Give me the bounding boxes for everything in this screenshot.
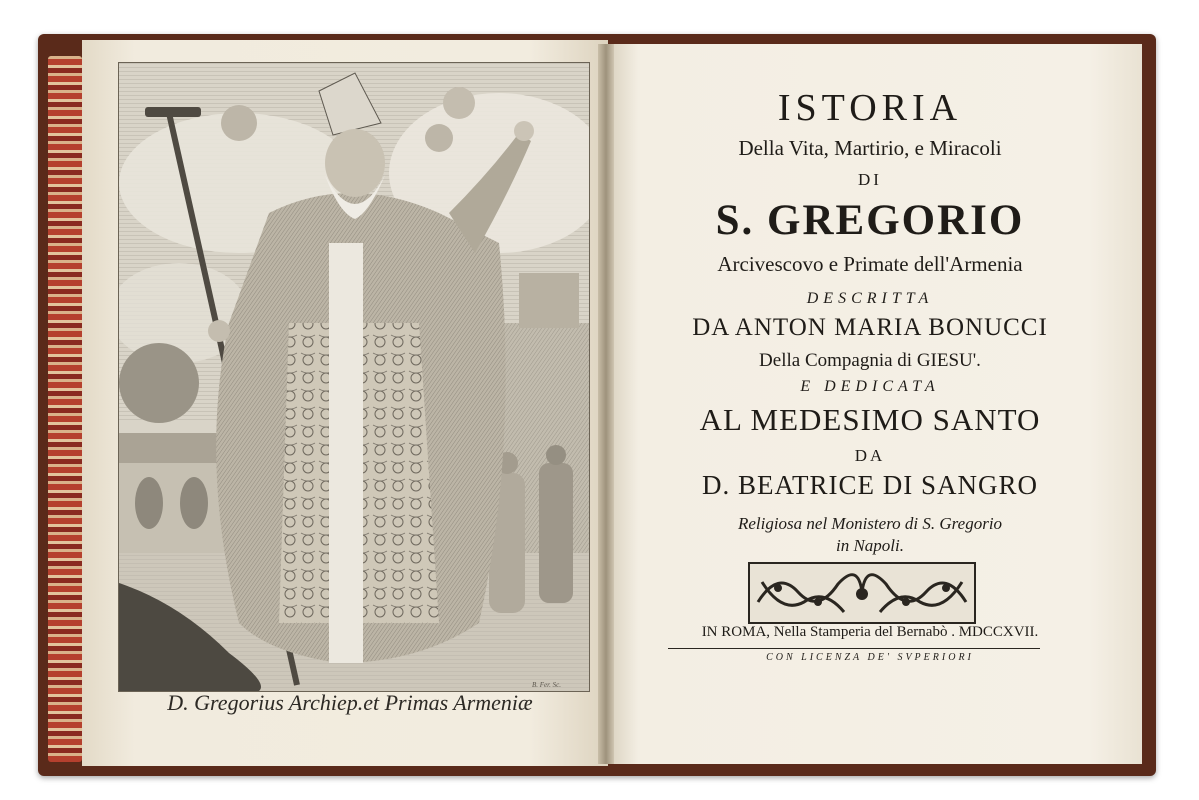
title-imprint: IN ROMA, Nella Stamperia del Bernabò . MDCCXVII. xyxy=(701,624,1039,640)
title-license: CON LICENZA DE' SVPERIORI xyxy=(766,652,974,663)
title-dedicator: D. BEATRICE DI SANGRO xyxy=(701,470,1038,500)
engraving-caption: D. Gregorius Archiep.et Primas Armeniæ xyxy=(167,690,533,715)
title-istoria: ISTORIA xyxy=(777,87,963,129)
title-author: DA ANTON MARIA BONUCCI xyxy=(692,314,1048,341)
engraver-signature: B. Fer. Sc. xyxy=(532,681,561,689)
title-saint-name: S. GREGORIO xyxy=(715,197,1025,244)
printers-ornament xyxy=(748,562,976,624)
title-medesimo-santo: AL MEDESIMO SANTO xyxy=(699,402,1041,437)
page-edges-marbled xyxy=(48,56,82,762)
book-gutter xyxy=(598,44,614,764)
imprint-rule xyxy=(668,648,1040,649)
title-compagnia: Della Compagnia di GIESU'. xyxy=(759,350,981,371)
title-da: DA xyxy=(854,446,886,465)
frontispiece-engraving xyxy=(118,62,590,692)
title-religiosa: Religiosa nel Monistero di S. Gregorio xyxy=(737,514,1003,533)
title-napoli: in Napoli. xyxy=(835,536,904,555)
title-di: DI xyxy=(858,170,882,189)
title-dedicata: E DEDICATA xyxy=(800,378,940,395)
title-descritta: DESCRITTA xyxy=(806,290,934,307)
title-archbishop-line: Arcivescovo e Primate dell'Armenia xyxy=(717,252,1023,276)
title-subtitle: Della Vita, Martirio, e Miracoli xyxy=(738,136,1002,160)
